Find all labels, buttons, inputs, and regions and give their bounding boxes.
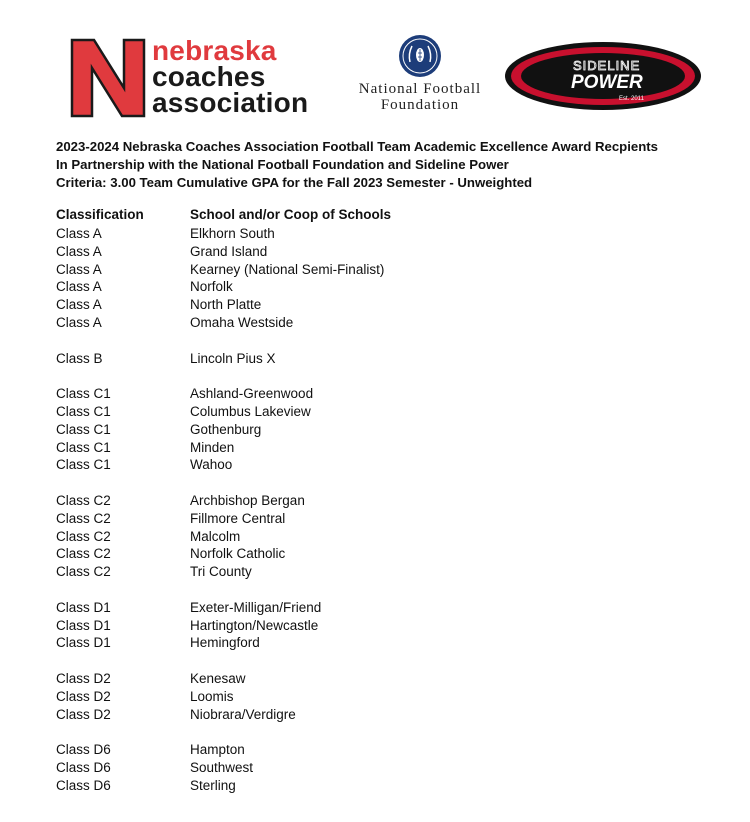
table-row <box>56 456 696 474</box>
classification-cell: Class D2 <box>56 670 111 686</box>
school-cell: Loomis <box>190 688 234 704</box>
table-row <box>56 670 696 688</box>
title-line-1: 2023-2024 Nebraska Coaches Association Football Team Academic Excellence Award Recpients <box>56 139 658 154</box>
school-header: School and/or Coop of Schools <box>190 207 391 222</box>
header-logos <box>0 0 750 122</box>
school-cell: Kenesaw <box>190 670 246 686</box>
classification-cell: Class A <box>56 261 102 277</box>
table-row <box>56 403 696 421</box>
group-spacer <box>56 723 696 741</box>
classification-cell: Class C2 <box>56 564 111 580</box>
classification-cell: Class D1 <box>56 635 111 651</box>
nca-line-2: coaches <box>152 61 266 92</box>
classification-cell: Class A <box>56 243 102 259</box>
classification-cell: Class D2 <box>56 706 111 722</box>
document-titles <box>56 138 726 192</box>
classification-header: Classification <box>56 207 144 222</box>
classification-cell: Class C2 <box>56 546 111 562</box>
school-cell: Gothenburg <box>190 421 262 437</box>
school-cell: Exeter-Milligan/Friend <box>190 599 322 615</box>
table-row <box>56 563 696 581</box>
classification-cell: Class D6 <box>56 759 111 775</box>
table-row <box>56 421 696 439</box>
school-cell: Hemingford <box>190 635 260 651</box>
classification-cell: Class C1 <box>56 386 111 402</box>
table-header <box>56 207 696 225</box>
nca-line-3: association <box>152 87 309 118</box>
classification-cell: Class A <box>56 297 102 313</box>
classification-cell: Class C1 <box>56 403 111 419</box>
classification-cell: Class B <box>56 350 103 366</box>
school-cell: Norfolk Catholic <box>190 546 286 562</box>
title-line-3: Criteria: 3.00 Team Cumulative GPA for the Fall 2023 Semester - Unweighted <box>56 175 533 190</box>
power-word: POWER <box>571 72 643 93</box>
table-row <box>56 261 696 279</box>
classification-cell: Class A <box>56 226 102 241</box>
school-cell: Hartington/Newcastle <box>190 617 319 633</box>
classification-cell: Class C1 <box>56 439 111 455</box>
table-row <box>56 528 696 546</box>
school-cell: Grand Island <box>190 243 268 259</box>
classification-cell: Class D1 <box>56 599 111 615</box>
classification-cell: Class C2 <box>56 510 111 526</box>
school-cell: Fillmore Central <box>190 510 286 526</box>
school-cell: Elkhorn South <box>190 226 275 241</box>
table-row <box>56 439 696 457</box>
school-cell: Hampton <box>190 742 245 758</box>
title-line-2: In Partnership with the National Football Foundation and Sideline Power <box>56 157 509 172</box>
group-spacer <box>56 367 696 385</box>
table-row <box>56 599 696 617</box>
group-spacer <box>56 474 696 492</box>
nff-line-2: Foundation <box>380 97 460 113</box>
school-cell: Kearney (National Semi-Finalist) <box>190 261 385 277</box>
school-cell: Southwest <box>190 759 254 775</box>
classification-cell: Class A <box>56 314 102 330</box>
classification-cell: Class C1 <box>56 421 111 437</box>
school-cell: Columbus Lakeview <box>190 403 311 419</box>
table-row <box>56 350 696 368</box>
school-cell: Wahoo <box>190 457 233 473</box>
school-cell: Tri County <box>190 564 252 580</box>
table-row <box>56 759 696 777</box>
table-body <box>56 225 696 795</box>
classification-cell: Class A <box>56 279 102 295</box>
school-cell: North Platte <box>190 297 262 313</box>
table-row <box>56 510 696 528</box>
table-row <box>56 741 696 759</box>
school-cell: Archbishop Bergan <box>190 492 305 508</box>
school-cell: Malcolm <box>190 528 241 544</box>
table-row <box>56 385 696 403</box>
est-text: Est. 2011 <box>619 96 644 102</box>
sideline-word: SIDELINE <box>573 58 641 73</box>
school-cell: Niobrara/Verdigre <box>190 706 296 722</box>
nca-n-letter-icon <box>70 38 146 118</box>
table-row <box>56 706 696 724</box>
classification-cell: Class D1 <box>56 617 111 633</box>
school-cell: Norfolk <box>190 279 233 295</box>
table-row <box>56 492 696 510</box>
national-football-foundation-logo <box>340 34 500 114</box>
table-row <box>56 243 696 261</box>
classification-cell: Class C1 <box>56 457 111 473</box>
award-recipients-table <box>56 207 696 795</box>
table-row <box>56 314 696 332</box>
table-row <box>56 296 696 314</box>
table-row <box>56 278 696 296</box>
school-cell: Lincoln Pius X <box>190 350 276 366</box>
nca-line-1: nebraska <box>152 35 277 66</box>
group-spacer <box>56 332 696 350</box>
table-row <box>56 617 696 635</box>
school-cell: Sterling <box>190 777 236 793</box>
nebraska-coaches-association-logo <box>70 35 330 118</box>
table-row <box>56 688 696 706</box>
classification-cell: Class D6 <box>56 777 111 793</box>
table-row <box>56 777 696 795</box>
group-spacer <box>56 581 696 599</box>
table-row <box>56 545 696 563</box>
table-row <box>56 634 696 652</box>
nff-line-1: National Football <box>358 81 482 97</box>
group-spacer <box>56 652 696 670</box>
classification-cell: Class C2 <box>56 492 111 508</box>
classification-cell: Class D2 <box>56 688 111 704</box>
table-row <box>56 225 696 243</box>
classification-cell: Class D6 <box>56 742 111 758</box>
sideline-power-logo <box>503 40 703 112</box>
school-cell: Minden <box>190 439 235 455</box>
classification-cell: Class C2 <box>56 528 111 544</box>
school-cell: Omaha Westside <box>190 314 294 330</box>
school-cell: Ashland-Greenwood <box>190 386 314 402</box>
nff-seal-icon <box>398 34 442 78</box>
